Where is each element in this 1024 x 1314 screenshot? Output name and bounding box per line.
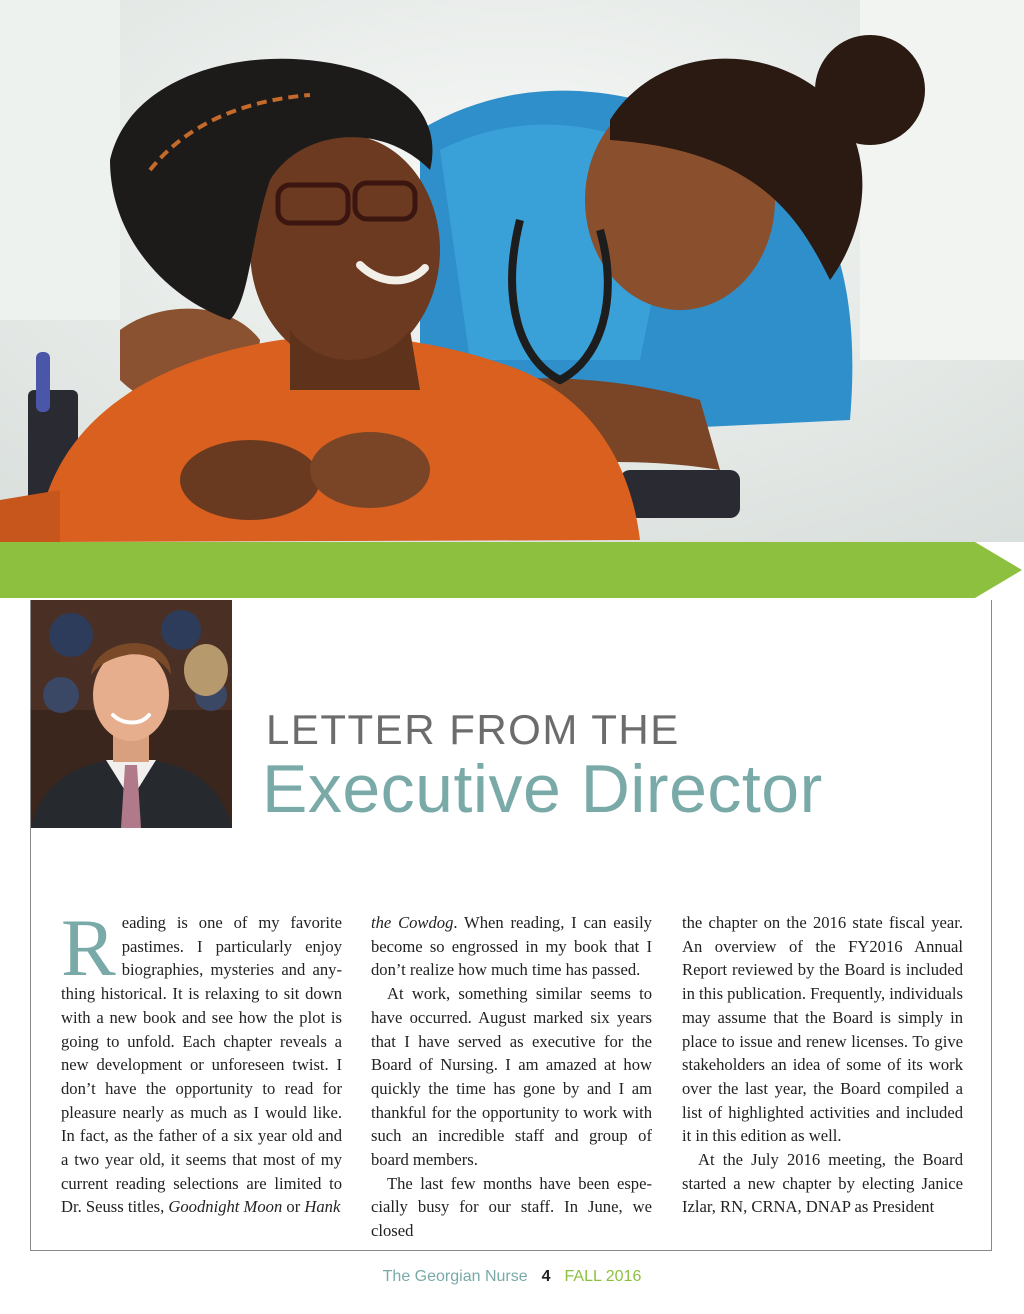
hero-illustration bbox=[0, 0, 1024, 542]
article-paragraph bbox=[371, 911, 652, 982]
headline-kicker: LETTER FROM THE bbox=[266, 706, 680, 753]
article-paragraph: The last few months have been especially busy for our staff. In June, we closed bbox=[371, 1173, 652, 1241]
paragraph-text: . When reading, I can easily become so engrossed in my book that I don’t realize how much time has passed. bbox=[371, 913, 652, 980]
page-title: Executive Director bbox=[262, 751, 823, 827]
article-column-1 bbox=[61, 902, 342, 1219]
article-paragraph: the chapter on the 2016 state fiscal year. An overview of the FY2016 Annual Report reviewed by the Board is included in this publication. Frequently, individuals may assume that the Board is simply in place to issue and renew licenses. To give stakeholders an idea of some of its work over the last year, the Board compiled a list of highlighted activities and included it in this edition as well. bbox=[682, 913, 963, 1146]
book-title: the Cowdog bbox=[371, 913, 454, 932]
page-footer bbox=[0, 1268, 1024, 1286]
drop-cap: R bbox=[61, 902, 116, 993]
portrait-illustration bbox=[31, 600, 232, 828]
article-column-2 bbox=[371, 911, 652, 1243]
paragraph-text: or bbox=[282, 1197, 305, 1217]
article-paragraph: At the July 2016 meeting, the Board started a new chapter by electing Janice Izlar, RN, CRNA, DNAP as President bbox=[682, 1150, 963, 1217]
green-arrow-band bbox=[0, 540, 1024, 600]
book-title: Hank bbox=[304, 1197, 341, 1217]
paragraph-text: eading is one of my favorite pastimes. I particularly enjoy biographies, mysteries and anything historical. It is relaxing to sit down with a new book and see how the plot is going to unfold. Each chapter reveals a new development or unforeseen twist. I don’t have the opportunity to read for pleasure nearly as much as I would like. In fact, as the father of a six year old and a two year old, it seems that most of my current reading selections are limited to Dr. Seuss titles, bbox=[61, 913, 342, 1217]
article-column-3 bbox=[682, 911, 963, 1219]
issue-season: FALL 2016 bbox=[564, 1268, 642, 1285]
book-title: Goodnight Moon bbox=[168, 1197, 283, 1217]
page-number: 4 bbox=[541, 1268, 551, 1285]
hero-photo bbox=[0, 0, 1024, 542]
publication-name: The Georgian Nurse bbox=[382, 1268, 528, 1285]
article-paragraph: At work, something similar seems to have occurred. August marked six years that I have served as executive for the Board of Nursing. I am amazed at how quickly the time has gone by and I am thankful for the opportunity to work with such an incredible staff and group of board members. bbox=[371, 984, 652, 1170]
article-paragraph bbox=[61, 902, 342, 1219]
executive-director-portrait bbox=[31, 600, 232, 828]
